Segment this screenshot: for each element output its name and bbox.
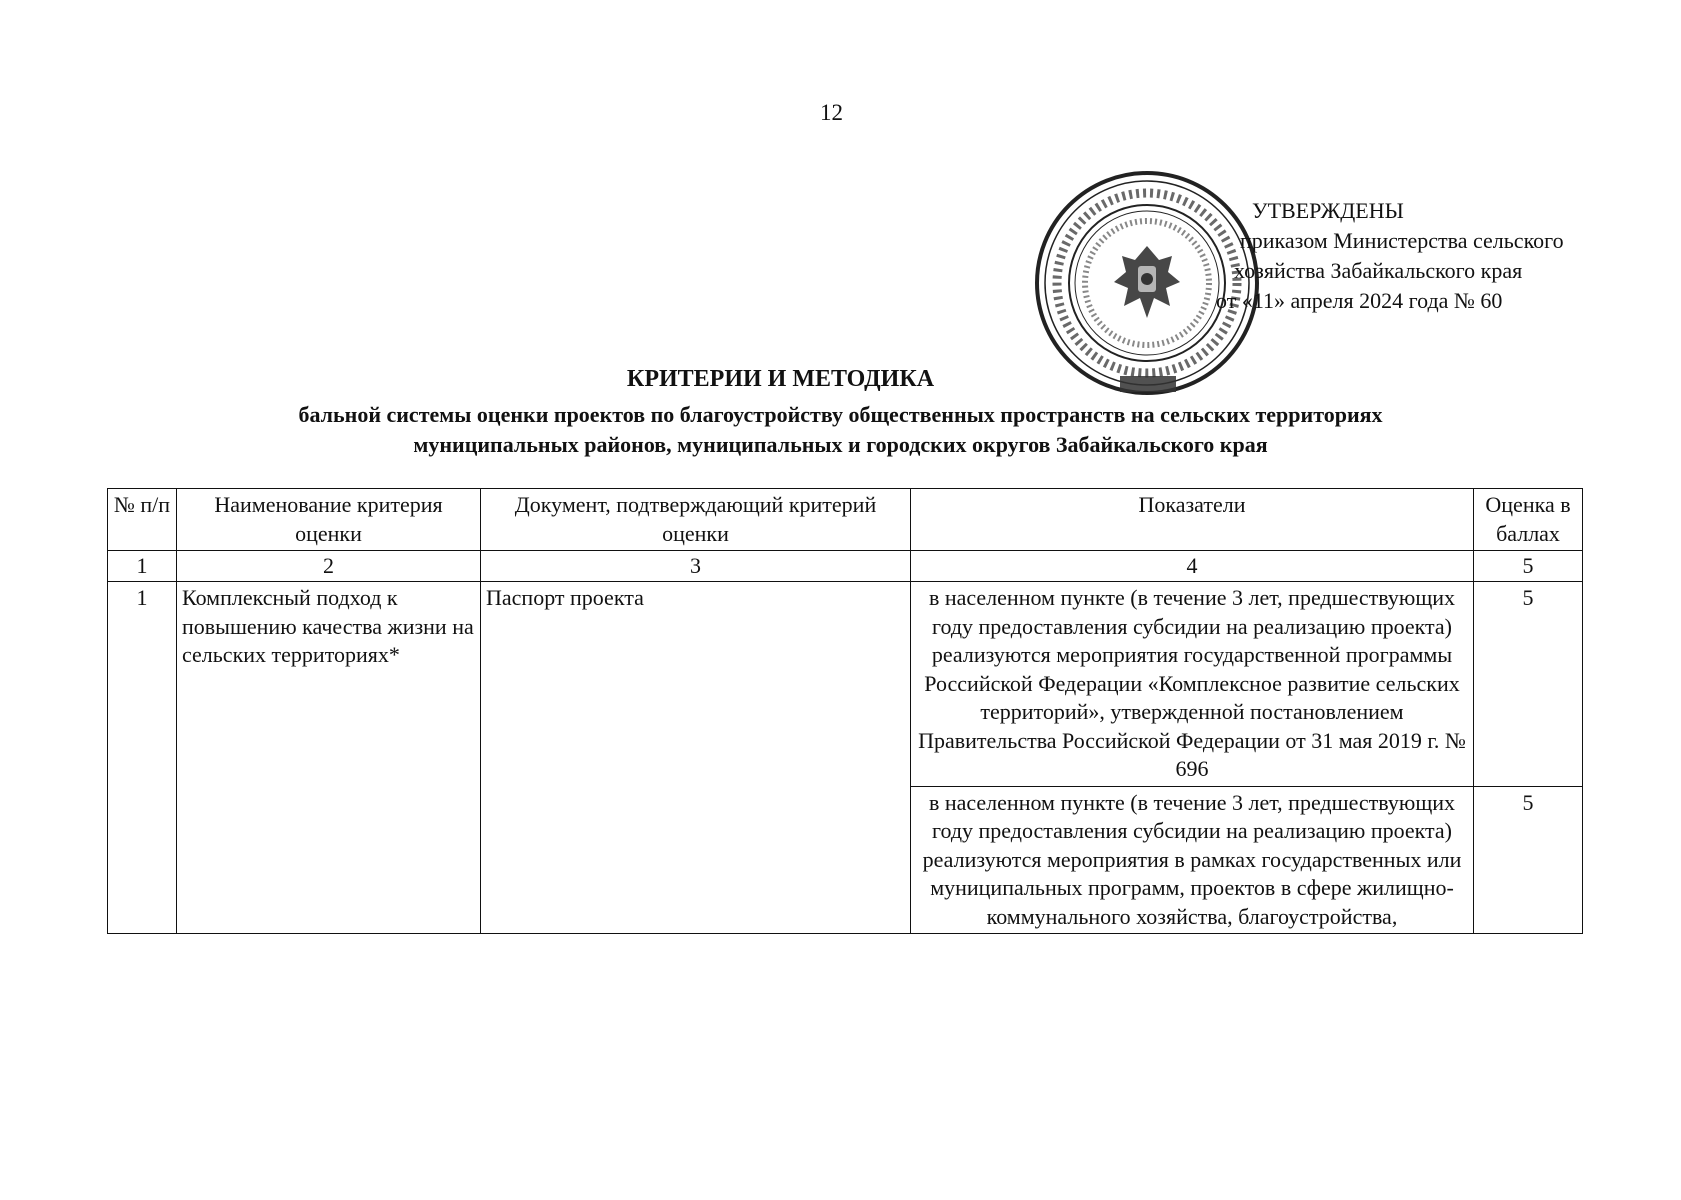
header-score: Оценка в баллах [1474, 489, 1583, 551]
column-number: 3 [481, 551, 911, 582]
row-indicator: в населенном пункте (в течение 3 лет, предшествующих году предоставления субсидии на реализацию проекта) реализуются мероприятия государственной программы Российской Федерации «Комплексное развитие сельских территорий», утвержденной постановлением Правительства Российской Федерации от 31 мая 2019 г. № 696 [911, 582, 1474, 787]
column-number: 4 [911, 551, 1474, 582]
row-criterion-name: Комплексный подход к повышению качества жизни на сельских территориях* [177, 582, 481, 934]
header-indicators: Показатели [911, 489, 1474, 551]
column-number: 5 [1474, 551, 1583, 582]
row-indicator: в населенном пункте (в течение 3 лет, предшествующих году предоставления субсидии на реализацию проекта) реализуются мероприятия в рамках государственных или муниципальных программ, проектов в сфере жилищно-коммунального хозяйства, благоустройства, [911, 786, 1474, 934]
document-title: КРИТЕРИИ И МЕТОДИКА [626, 366, 935, 392]
criteria-table [107, 488, 1583, 934]
row-document: Паспорт проекта [481, 582, 911, 934]
page-number: 12 [820, 100, 843, 125]
approval-line-date: от «11» апреля 2024 года № 60 [1216, 288, 1503, 313]
header-num: № п/п [108, 489, 177, 551]
row-score: 5 [1474, 786, 1583, 934]
approval-stamp-text [1216, 196, 1564, 316]
row-score: 5 [1474, 582, 1583, 787]
subtitle-line-1: бальной системы оценки проектов по благоустройству общественных пространств на сельских территориях [298, 402, 1383, 427]
table-row [108, 582, 1583, 787]
column-number-row [108, 551, 1583, 582]
column-number: 1 [108, 551, 177, 582]
header-document: Документ, подтверждающий критерий оценки [481, 489, 911, 551]
official-seal [1032, 168, 1262, 398]
header-row [108, 489, 1583, 551]
approval-title: УТВЕРЖДЕНЫ [1252, 198, 1404, 223]
row-num: 1 [108, 582, 177, 934]
column-number: 2 [177, 551, 481, 582]
approval-line-ministry: приказом Министерства сельского [1240, 228, 1564, 253]
document-subtitle [0, 400, 1681, 460]
subtitle-line-2: муниципальных районов, муниципальных и городских округов Забайкальского края [413, 432, 1268, 457]
header-criterion-name: Наименование критерия оценки [177, 489, 481, 551]
approval-line-agriculture: хозяйства Забайкальского края [1234, 258, 1523, 283]
